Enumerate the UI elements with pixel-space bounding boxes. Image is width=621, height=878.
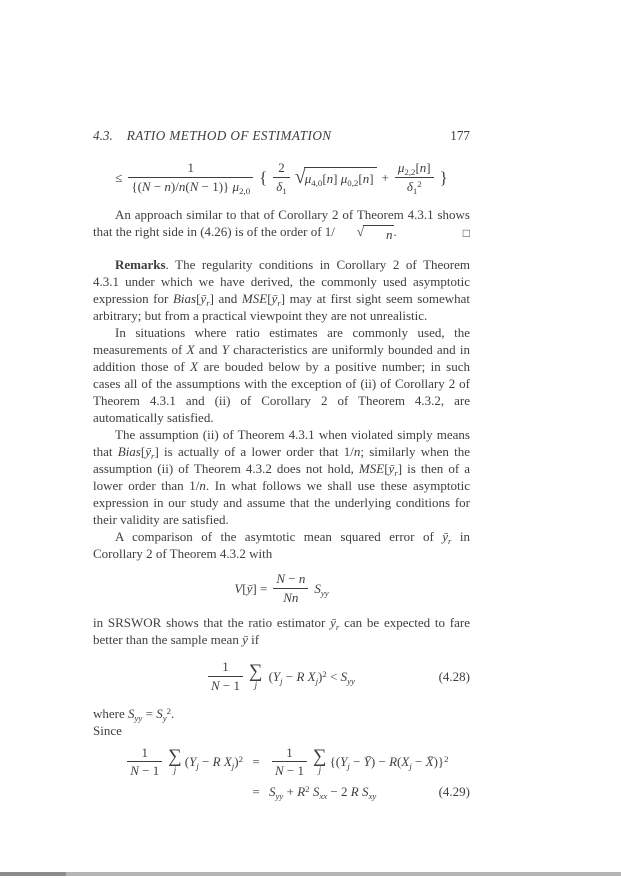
- open-brace: {: [259, 167, 268, 187]
- running-head: [93, 127, 470, 144]
- summation-index: j: [318, 765, 322, 776]
- equals-sign: =: [252, 754, 260, 770]
- equation-lhs: V[ȳ] =: [234, 580, 268, 596]
- equation-body: ($Y_j - R$ $X_j)^2 < S_{yy}$: [268, 668, 355, 687]
- inline-square-root: [335, 225, 394, 243]
- equation-429-row2: [93, 783, 470, 800]
- equation-lhs: [93, 745, 243, 779]
- fraction-numerator: 1: [272, 745, 307, 763]
- paragraph-assumption: The assumption (ii) of Theorem 4.3.1 when violated simply means that $Bias[ȳ_r]$ is actually of a lower order that 1/n; similarly when the assumption (ii) of Theorem 4.3.2 does not hold, $MSE[ȳ_r]$ is then of a lower order than 1/n. In what follows we shall use these asymptotic expression in our study and assume that the underlying conditions for their validity are satisfied.: [93, 427, 470, 528]
- paragraph-since: Since: [93, 722, 122, 738]
- fraction-denominator: N − 1: [275, 763, 305, 779]
- paragraph-approach: [93, 206, 470, 243]
- sigma-symbol: ∑: [313, 745, 327, 767]
- summation: [249, 662, 263, 692]
- sigma-symbol: ∑: [249, 660, 263, 682]
- equation-body: $S_{yy} + R^2$ $S_{xx} - 2$ R $S_{xy}$: [269, 783, 377, 801]
- qed-box: □: [462, 226, 470, 241]
- fraction-denominator: Nn: [283, 589, 299, 605]
- paragraph-srswor: in SRSWOR shows that the ratio estimator $ȳ_r$ can be expected to fare better than the sample mean ȳ if: [93, 615, 471, 648]
- equation-variance: [93, 571, 470, 605]
- equation-number: (4.29): [438, 783, 470, 799]
- radical-sign: √: [356, 224, 365, 240]
- page-number: 177: [450, 128, 470, 143]
- fraction: [272, 745, 307, 779]
- text-column: [93, 127, 470, 804]
- equation-body: {($Y_j$ − Ȳ) − $R(X_j$ − X̄)}$^2$: [329, 754, 449, 772]
- fraction: [273, 571, 308, 605]
- paragraph-text: .: [393, 224, 397, 240]
- fraction-denominator: $\delta_1^2$: [406, 178, 422, 196]
- fraction-outer: [128, 160, 253, 194]
- paragraph-remarks: Remarks. The regularity conditions in Corollary 2 of Theorem 4.3.1 under which we have derived, the commonly used asymptotic expression for $Bias[ȳ_r]$ and $MSE[ȳ_r]$ may at first sight seem somewhat arbitrary; but from a practical viewpoint they are not unrealistic.: [93, 257, 470, 324]
- section-number: 4.3.: [93, 128, 113, 143]
- fraction-numerator: N − n: [273, 571, 308, 589]
- plus-sign: +: [381, 169, 389, 185]
- radical-sign: √: [294, 166, 306, 189]
- equation-428: [93, 659, 470, 693]
- fraction-denominator: {(N − n)/n(N − 1)} $\mu_{2,0}$: [131, 178, 251, 196]
- equation-rhs: $S_{yy}$: [314, 580, 329, 598]
- fraction-numerator: 1: [208, 659, 243, 677]
- close-brace: }: [439, 167, 448, 187]
- paragraph-where: where $S_{yy} = S_y^2$.: [93, 705, 175, 723]
- equation-bound-inequality: [93, 160, 470, 194]
- horizontal-scrollbar-track[interactable]: [0, 872, 621, 876]
- fraction-denominator: N − 1: [130, 763, 160, 779]
- equals-sign: =: [252, 783, 260, 799]
- fraction-denominator: N − 1: [211, 677, 241, 693]
- radicand: $\mu_{4,0}[n]$ $\mu_{0,2}[n]$: [304, 167, 377, 187]
- paragraph-comparison: A comparison of the asymtotic mean squared error of $ȳ_r$ in Corollary 2 of Theorem 4.3.2 with: [93, 529, 470, 562]
- fraction: [208, 659, 243, 693]
- radicand: n: [363, 225, 394, 243]
- section-title: RATIO METHOD OF ESTIMATION: [126, 128, 332, 143]
- summation-index: j: [254, 680, 258, 691]
- summation: [168, 747, 182, 777]
- equation-429-row1: [93, 745, 470, 779]
- summation: [313, 747, 327, 777]
- equation-number: (4.28): [438, 668, 470, 684]
- fraction: [127, 745, 162, 779]
- fraction-delta: [273, 160, 289, 194]
- square-root: [295, 167, 377, 187]
- fraction-numerator: 2: [273, 160, 289, 178]
- equation-429: [93, 745, 470, 800]
- fraction-mu: [395, 160, 434, 194]
- equation-body: ($Y_j - R$ $X_j)^2$: [184, 754, 243, 772]
- horizontal-scrollbar-thumb[interactable]: [0, 872, 66, 876]
- leq-sign: ≤: [115, 169, 123, 185]
- fraction-numerator: 1: [128, 160, 253, 178]
- fraction-denominator: $\delta_1$: [276, 178, 287, 196]
- paragraph-situations: In situations where ratio estimates are commonly used, the measurements of X and Y characteristics are uniformly bounded and in addition those of X are bouded below by a positive number; in such cases all of the assumptions with the exception of (ii) of Corollary 2 of Theorem 4.3.1 and (ii) of Corollary 2 of Theorem 4.3.2, are automatically satisfied.: [93, 325, 470, 426]
- equation-rhs: [269, 745, 470, 779]
- fraction-numerator: 1: [127, 745, 162, 763]
- fraction-numerator: $\mu_{2,2}[n]$: [395, 160, 434, 178]
- sigma-symbol: ∑: [168, 745, 182, 767]
- summation-index: j: [173, 765, 177, 776]
- paragraph-text: An approach similar to that of Corollary 2 of Theorem 4.3.1 shows that the right side in (4.26) is of the order of 1/: [93, 207, 470, 240]
